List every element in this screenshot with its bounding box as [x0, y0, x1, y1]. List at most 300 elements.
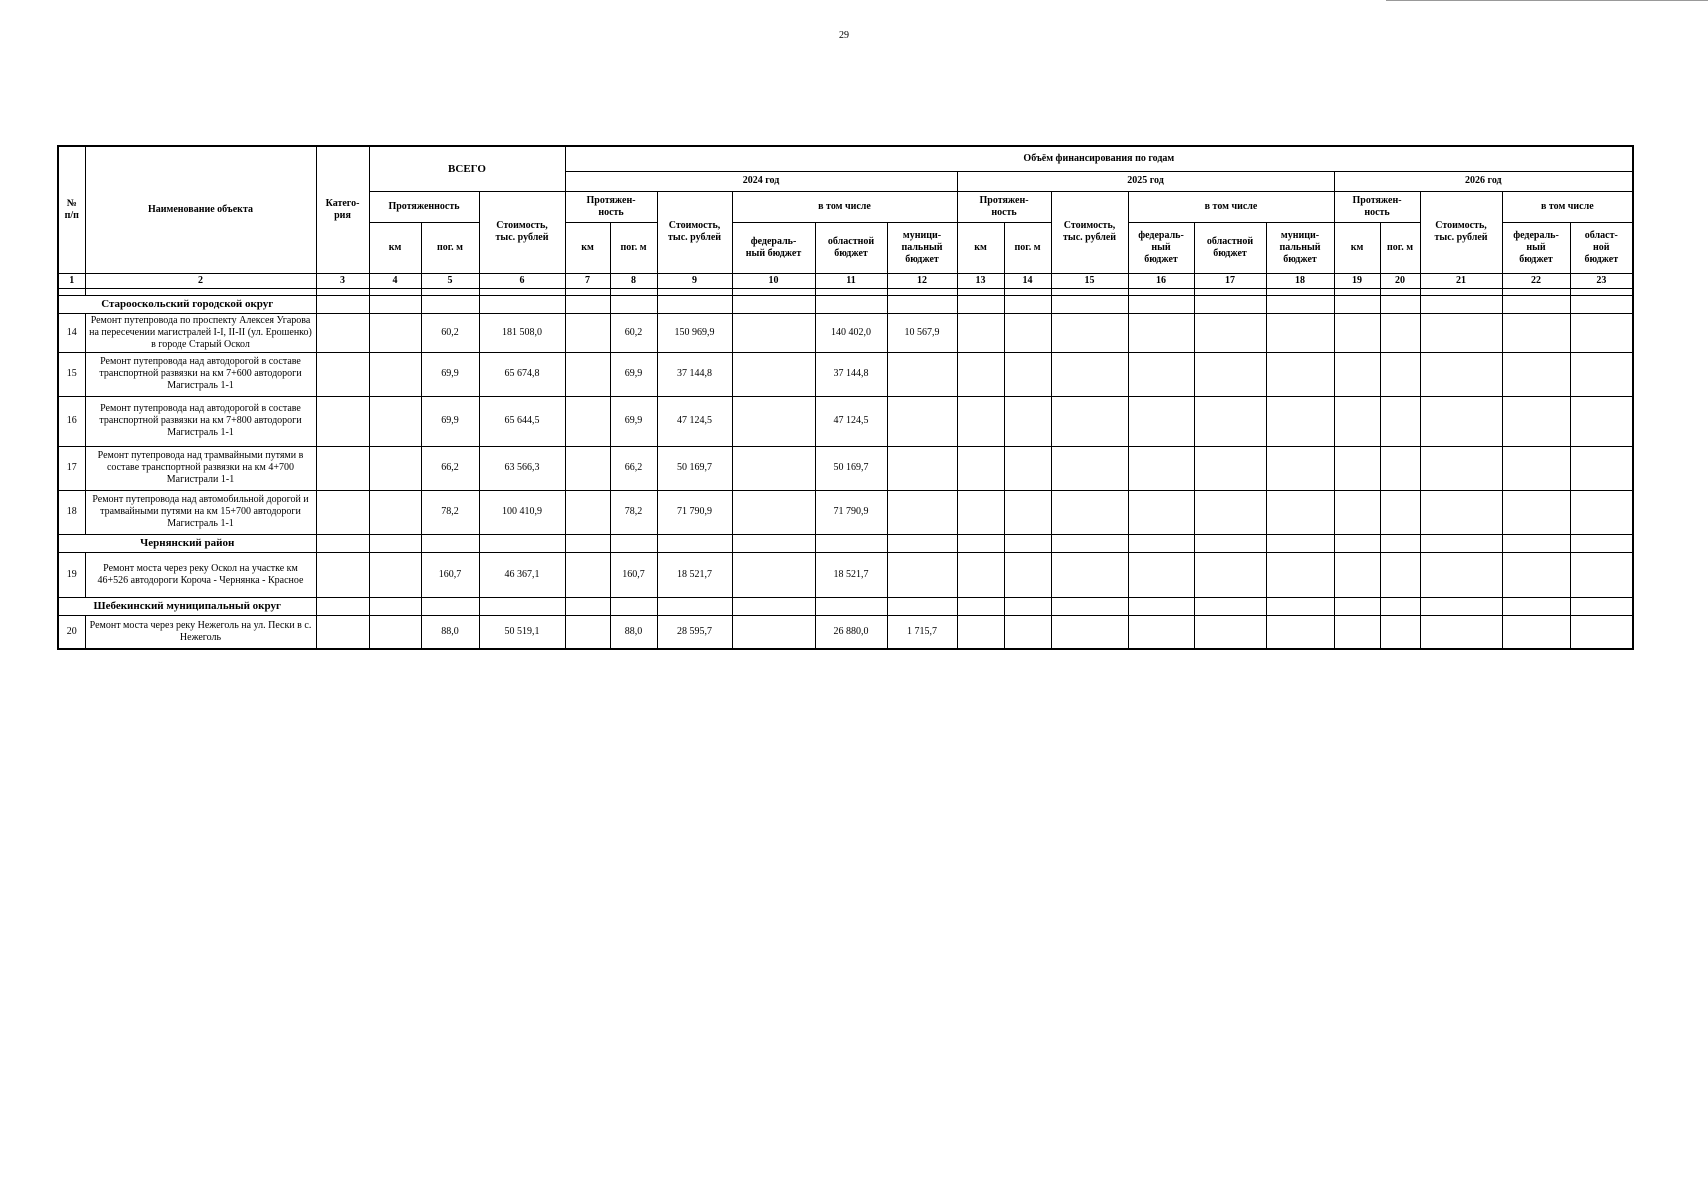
table-row: [58, 490, 1633, 534]
empty-cell: [1128, 313, 1194, 352]
y2024-length-m: 88,0: [610, 615, 657, 649]
empty-cell: [1004, 552, 1051, 597]
empty-cell: [1004, 396, 1051, 446]
header-year-2024: 2024 год: [565, 171, 957, 191]
col-num: 22: [1502, 273, 1570, 288]
empty-cell: [657, 295, 732, 313]
region-row: [58, 597, 1633, 615]
empty-cell: [1051, 534, 1128, 552]
row-number: 16: [58, 396, 85, 446]
empty-cell: [1570, 288, 1633, 295]
empty-cell: [1004, 490, 1051, 534]
header-km-2024: км: [565, 222, 610, 273]
empty-cell: [1266, 490, 1334, 534]
y2024-km-cell: [565, 552, 610, 597]
empty-cell: [957, 446, 1004, 490]
y2024-municipal: 1 715,7: [887, 615, 957, 649]
y2024-length-m: 69,9: [610, 396, 657, 446]
object-name: Ремонт моста через реку Оскол на участке км 46+526 автодороги Короча - Чернянка - Красное: [85, 552, 316, 597]
total-length-m: 88,0: [421, 615, 479, 649]
empty-cell: [732, 597, 815, 615]
empty-cell: [421, 295, 479, 313]
empty-cell: [1004, 313, 1051, 352]
empty-cell: [1420, 313, 1502, 352]
empty-cell: [316, 534, 369, 552]
empty-cell: [1380, 396, 1420, 446]
header-pog-m-2024: пог. м: [610, 222, 657, 273]
object-name: Ремонт моста через реку Нежеголь на ул. Пески в с. Нежеголь: [85, 615, 316, 649]
header-pog-m-2025: пог. м: [1004, 222, 1051, 273]
empty-cell: [610, 288, 657, 295]
empty-cell: [1502, 490, 1570, 534]
y2024-km-cell: [565, 396, 610, 446]
region-name: Старооскольский городской округ: [58, 295, 316, 313]
y2024-km-cell: [565, 615, 610, 649]
category-cell: [316, 490, 369, 534]
total-length-m: 66,2: [421, 446, 479, 490]
y2024-cost: 47 124,5: [657, 396, 732, 446]
empty-cell: [887, 597, 957, 615]
total-km-cell: [369, 313, 421, 352]
empty-cell: [1502, 313, 1570, 352]
empty-cell: [1004, 288, 1051, 295]
empty-cell: [1128, 615, 1194, 649]
empty-cell: [1334, 313, 1380, 352]
table-row: [58, 313, 1633, 352]
page-number: 29: [839, 30, 849, 41]
empty-cell: [316, 597, 369, 615]
row-number: 20: [58, 615, 85, 649]
col-num: 14: [1004, 273, 1051, 288]
empty-cell: [1502, 352, 1570, 396]
empty-cell: [369, 288, 421, 295]
y2024-length-m: 66,2: [610, 446, 657, 490]
empty-cell: [1334, 490, 1380, 534]
empty-cell: [815, 597, 887, 615]
empty-cell: [1266, 446, 1334, 490]
empty-cell: [1266, 313, 1334, 352]
empty-cell: [1051, 288, 1128, 295]
empty-cell: [1502, 288, 1570, 295]
empty-cell: [1051, 490, 1128, 534]
column-numbers-row: [58, 273, 1633, 288]
empty-cell: [1570, 396, 1633, 446]
object-name: Ремонт путепровода по проспекту Алексея Угарова на пересечении магистралей I-I, II-II (ул. Ерошенко) в городе Старый Оскол: [85, 313, 316, 352]
empty-cell: [1502, 534, 1570, 552]
y2024-regional: 71 790,9: [815, 490, 887, 534]
empty-cell: [957, 615, 1004, 649]
empty-cell: [1334, 446, 1380, 490]
y2024-length-m: 160,7: [610, 552, 657, 597]
empty-cell: [957, 352, 1004, 396]
col-num: 9: [657, 273, 732, 288]
empty-cell: [1570, 615, 1633, 649]
col-num: 23: [1570, 273, 1633, 288]
empty-cell: [1194, 295, 1266, 313]
category-cell: [316, 396, 369, 446]
empty-cell: [1051, 446, 1128, 490]
col-num: 21: [1420, 273, 1502, 288]
col-num: 1: [58, 273, 85, 288]
header-cost-2026: Стоимость, тыс. рублей: [1420, 191, 1502, 273]
total-km-cell: [369, 446, 421, 490]
header-regional-2024: областной бюджет: [815, 222, 887, 273]
empty-cell: [657, 597, 732, 615]
funding-table: [57, 145, 1634, 650]
empty-cell: [1380, 490, 1420, 534]
empty-cell: [957, 295, 1004, 313]
y2024-regional: 37 144,8: [815, 352, 887, 396]
header-including-2026: в том числе: [1502, 191, 1633, 222]
empty-cell: [732, 295, 815, 313]
empty-cell: [1128, 490, 1194, 534]
empty-cell: [1128, 552, 1194, 597]
empty-cell: [1266, 615, 1334, 649]
empty-cell: [1194, 615, 1266, 649]
y2024-municipal: [887, 352, 957, 396]
total-length-m: 160,7: [421, 552, 479, 597]
empty-cell: [1266, 396, 1334, 446]
total-cost: 181 508,0: [479, 313, 565, 352]
empty-cell: [1051, 313, 1128, 352]
empty-cell: [1420, 295, 1502, 313]
empty-cell: [1570, 446, 1633, 490]
header-including-2025: в том числе: [1128, 191, 1334, 222]
y2024-km-cell: [565, 352, 610, 396]
y2024-federal: [732, 396, 815, 446]
empty-cell: [1334, 295, 1380, 313]
header-regional-2025: областной бюджет: [1194, 222, 1266, 273]
y2024-cost: 71 790,9: [657, 490, 732, 534]
empty-cell: [887, 295, 957, 313]
empty-cell: [479, 288, 565, 295]
header-length-2024: Протяжен- ность: [565, 191, 657, 222]
empty-cell: [1004, 352, 1051, 396]
empty-cell: [1502, 396, 1570, 446]
table-body: [58, 288, 1633, 649]
empty-cell: [1266, 597, 1334, 615]
empty-cell: [1502, 552, 1570, 597]
empty-cell: [610, 534, 657, 552]
empty-cell: [1502, 295, 1570, 313]
y2024-federal: [732, 352, 815, 396]
header-num: № п/п: [58, 146, 85, 273]
empty-cell: [610, 597, 657, 615]
header-name: Наименование объекта: [85, 146, 316, 273]
y2024-regional: 18 521,7: [815, 552, 887, 597]
object-name: Ремонт путепровода над автодорогой в составе транспортной развязки на км 7+600 автодороги Магистраль 1-1: [85, 352, 316, 396]
empty-cell: [1380, 446, 1420, 490]
col-num: 12: [887, 273, 957, 288]
object-name: Ремонт путепровода над трамвайными путями в составе транспортной развязки на км 4+700 Магистрали 1-1: [85, 446, 316, 490]
header-km-2026: км: [1334, 222, 1380, 273]
empty-cell: [1194, 352, 1266, 396]
col-num: 5: [421, 273, 479, 288]
col-num: 8: [610, 273, 657, 288]
header-regional-2026: област- ной бюджет: [1570, 222, 1633, 273]
table-row: [58, 446, 1633, 490]
y2024-federal: [732, 313, 815, 352]
empty-cell: [1266, 295, 1334, 313]
empty-cell: [1502, 446, 1570, 490]
total-km-cell: [369, 396, 421, 446]
y2024-km-cell: [565, 446, 610, 490]
empty-cell: [479, 295, 565, 313]
empty-cell: [1266, 534, 1334, 552]
empty-cell: [58, 288, 85, 295]
header-km: км: [369, 222, 421, 273]
y2024-regional: 26 880,0: [815, 615, 887, 649]
empty-cell: [1128, 352, 1194, 396]
empty-cell: [1570, 352, 1633, 396]
empty-cell: [1570, 295, 1633, 313]
empty-cell: [85, 288, 316, 295]
empty-cell: [1380, 313, 1420, 352]
empty-cell: [1570, 597, 1633, 615]
category-cell: [316, 446, 369, 490]
empty-cell: [1194, 552, 1266, 597]
empty-cell: [815, 295, 887, 313]
y2024-federal: [732, 446, 815, 490]
col-num: 6: [479, 273, 565, 288]
empty-cell: [1194, 288, 1266, 295]
region-row: [58, 295, 1633, 313]
header-length-2026: Протяжен- ность: [1334, 191, 1420, 222]
header-federal-2026: федераль- ный бюджет: [1502, 222, 1570, 273]
empty-cell: [1420, 615, 1502, 649]
col-num: 17: [1194, 273, 1266, 288]
total-length-m: 60,2: [421, 313, 479, 352]
header-cost-2024: Стоимость, тыс. рублей: [657, 191, 732, 273]
empty-cell: [479, 597, 565, 615]
empty-cell: [1380, 552, 1420, 597]
empty-cell: [421, 597, 479, 615]
empty-cell: [957, 490, 1004, 534]
header-pog-m-2026: пог. м: [1380, 222, 1420, 273]
empty-cell: [887, 534, 957, 552]
empty-cell: [369, 295, 421, 313]
region-row: [58, 534, 1633, 552]
empty-cell: [957, 552, 1004, 597]
empty-cell: [1334, 552, 1380, 597]
y2024-federal: [732, 615, 815, 649]
table-row: [58, 352, 1633, 396]
empty-cell: [815, 534, 887, 552]
header-federal-2025: федераль- ный бюджет: [1128, 222, 1194, 273]
y2024-cost: 37 144,8: [657, 352, 732, 396]
y2024-length-m: 60,2: [610, 313, 657, 352]
row-number: 14: [58, 313, 85, 352]
y2024-cost: 28 595,7: [657, 615, 732, 649]
empty-cell: [1420, 490, 1502, 534]
header-funding: Объём финансирования по годам: [565, 146, 1633, 171]
empty-cell: [732, 288, 815, 295]
empty-cell: [1194, 597, 1266, 615]
empty-cell: [957, 396, 1004, 446]
empty-cell: [1051, 552, 1128, 597]
empty-cell: [1334, 288, 1380, 295]
empty-cell: [316, 288, 369, 295]
y2024-federal: [732, 490, 815, 534]
empty-cell: [1570, 552, 1633, 597]
col-num: 11: [815, 273, 887, 288]
col-num: 19: [1334, 273, 1380, 288]
empty-cell: [369, 597, 421, 615]
empty-cell: [1570, 490, 1633, 534]
header-total: ВСЕГО: [369, 146, 565, 191]
empty-cell: [657, 288, 732, 295]
category-cell: [316, 313, 369, 352]
table-row: [58, 396, 1633, 446]
col-num: 13: [957, 273, 1004, 288]
empty-cell: [957, 313, 1004, 352]
header-pog-m: пог. м: [421, 222, 479, 273]
empty-cell: [1420, 597, 1502, 615]
empty-cell: [1380, 615, 1420, 649]
empty-cell: [565, 288, 610, 295]
header-km-2025: км: [957, 222, 1004, 273]
empty-cell: [1380, 534, 1420, 552]
y2024-length-m: 78,2: [610, 490, 657, 534]
y2024-regional: 140 402,0: [815, 313, 887, 352]
empty-cell: [1380, 597, 1420, 615]
header-cost-2025: Стоимость, тыс. рублей: [1051, 191, 1128, 273]
empty-cell: [957, 288, 1004, 295]
empty-cell: [815, 288, 887, 295]
header-municipal-2024: муници- пальный бюджет: [887, 222, 957, 273]
total-length-m: 69,9: [421, 396, 479, 446]
empty-cell: [657, 534, 732, 552]
header-year-2026: 2026 год: [1334, 171, 1633, 191]
y2024-length-m: 69,9: [610, 352, 657, 396]
header-year-2025: 2025 год: [957, 171, 1334, 191]
empty-cell: [1051, 396, 1128, 446]
y2024-km-cell: [565, 313, 610, 352]
total-km-cell: [369, 615, 421, 649]
header-length: Протяженность: [369, 191, 479, 222]
total-cost: 50 519,1: [479, 615, 565, 649]
empty-cell: [610, 295, 657, 313]
empty-cell: [1128, 396, 1194, 446]
category-cell: [316, 615, 369, 649]
region-name: Чернянский район: [58, 534, 316, 552]
empty-cell: [1194, 396, 1266, 446]
empty-cell: [1420, 288, 1502, 295]
header-federal-2024: федераль- ный бюджет: [732, 222, 815, 273]
row-number: 18: [58, 490, 85, 534]
total-cost: 100 410,9: [479, 490, 565, 534]
y2024-regional: 47 124,5: [815, 396, 887, 446]
header-length-2025: Протяжен- ность: [957, 191, 1051, 222]
empty-cell: [1380, 352, 1420, 396]
empty-cell: [1502, 615, 1570, 649]
total-cost: 46 367,1: [479, 552, 565, 597]
empty-cell: [1334, 396, 1380, 446]
total-cost: 65 644,5: [479, 396, 565, 446]
empty-cell: [1004, 446, 1051, 490]
col-num: 18: [1266, 273, 1334, 288]
y2024-regional: 50 169,7: [815, 446, 887, 490]
total-length-m: 69,9: [421, 352, 479, 396]
y2024-cost: 18 521,7: [657, 552, 732, 597]
region-name: Шебекинский муниципальный округ: [58, 597, 316, 615]
empty-cell: [1334, 615, 1380, 649]
empty-cell: [1051, 615, 1128, 649]
col-num: 3: [316, 273, 369, 288]
empty-cell: [1194, 446, 1266, 490]
empty-cell: [316, 295, 369, 313]
empty-cell: [1420, 352, 1502, 396]
y2024-cost: 50 169,7: [657, 446, 732, 490]
header-including-2024: в том числе: [732, 191, 957, 222]
empty-cell: [1128, 534, 1194, 552]
total-cost: 65 674,8: [479, 352, 565, 396]
col-num: 2: [85, 273, 316, 288]
spacer-row: [58, 288, 1633, 295]
empty-cell: [479, 534, 565, 552]
empty-cell: [1380, 295, 1420, 313]
empty-cell: [1194, 313, 1266, 352]
total-km-cell: [369, 552, 421, 597]
col-num: 4: [369, 273, 421, 288]
total-km-cell: [369, 490, 421, 534]
row-number: 19: [58, 552, 85, 597]
category-cell: [316, 352, 369, 396]
empty-cell: [1380, 288, 1420, 295]
y2024-municipal: 10 567,9: [887, 313, 957, 352]
empty-cell: [1128, 295, 1194, 313]
object-name: Ремонт путепровода над автомобильной дорогой и трамвайными путями на км 15+700 автодороги Магистраль 1-1: [85, 490, 316, 534]
empty-cell: [1004, 295, 1051, 313]
row-number: 17: [58, 446, 85, 490]
empty-cell: [1128, 597, 1194, 615]
table-row: [58, 552, 1633, 597]
empty-cell: [1004, 534, 1051, 552]
col-num: 16: [1128, 273, 1194, 288]
empty-cell: [1570, 313, 1633, 352]
empty-cell: [1420, 446, 1502, 490]
col-num: 15: [1051, 273, 1128, 288]
empty-cell: [421, 288, 479, 295]
total-cost: 63 566,3: [479, 446, 565, 490]
header-category: Катего- рия: [316, 146, 369, 273]
y2024-km-cell: [565, 490, 610, 534]
category-cell: [316, 552, 369, 597]
empty-cell: [1420, 552, 1502, 597]
empty-cell: [1570, 534, 1633, 552]
col-num: 7: [565, 273, 610, 288]
empty-cell: [565, 534, 610, 552]
empty-cell: [887, 288, 957, 295]
col-num: 20: [1380, 273, 1420, 288]
empty-cell: [1266, 352, 1334, 396]
empty-cell: [1128, 446, 1194, 490]
empty-cell: [565, 597, 610, 615]
col-num: 10: [732, 273, 815, 288]
empty-cell: [1420, 396, 1502, 446]
empty-cell: [565, 295, 610, 313]
empty-cell: [421, 534, 479, 552]
empty-cell: [1194, 534, 1266, 552]
empty-cell: [732, 534, 815, 552]
total-length-m: 78,2: [421, 490, 479, 534]
total-km-cell: [369, 352, 421, 396]
empty-cell: [1004, 597, 1051, 615]
empty-cell: [1334, 597, 1380, 615]
empty-cell: [957, 597, 1004, 615]
y2024-municipal: [887, 552, 957, 597]
top-edge-line: [1386, 0, 1708, 1]
